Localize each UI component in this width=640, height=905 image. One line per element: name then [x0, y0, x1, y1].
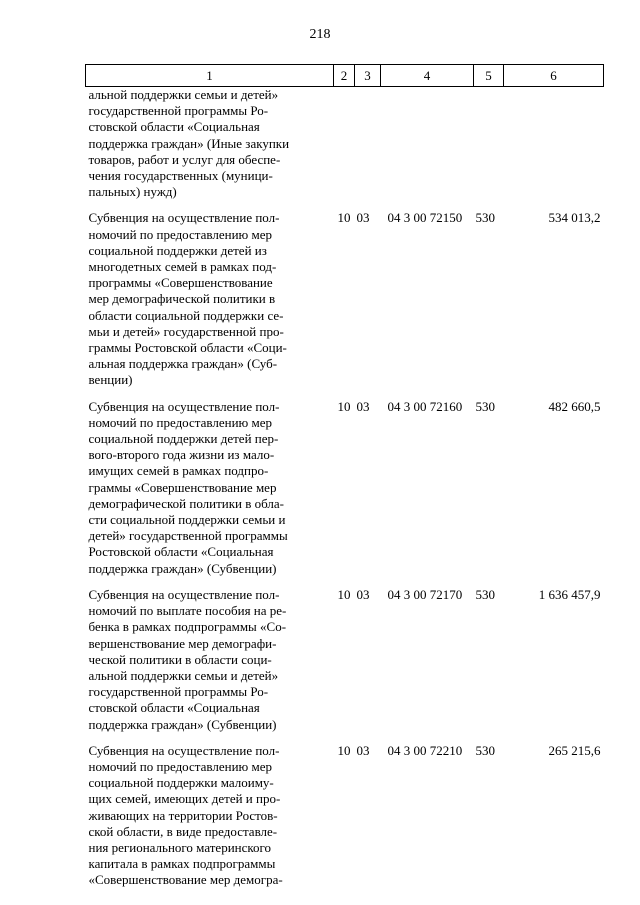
- row-subsection: 03: [356, 742, 370, 758]
- row-subsection: [355, 87, 381, 211]
- description-line: номочий по предоставлению мер: [88, 758, 272, 774]
- description-line: ния регионального материнского: [88, 839, 272, 855]
- row-section: 10: [337, 210, 351, 226]
- row-subsection: 03: [356, 398, 370, 414]
- row-target-code: 04 3 00 72170: [387, 586, 463, 602]
- description-line: граммы Ростовской области «Соци-: [88, 340, 287, 356]
- row-expense-type: [474, 87, 504, 211]
- description-line: государственной программы Ро-: [88, 684, 269, 700]
- description-line: альной поддержки семьи и детей»: [88, 667, 279, 683]
- row-target-code: 04 3 00 72150: [387, 210, 463, 226]
- row-description: [86, 587, 334, 743]
- description-line: детей» государственной программы: [88, 528, 288, 544]
- description-line: поддержка граждан» (Иные закупки: [88, 135, 290, 151]
- description-line: венции): [88, 372, 133, 388]
- description-line: программы «Совершенствование: [88, 275, 273, 291]
- row-section: 10: [337, 586, 351, 602]
- description-line: вого-второго года жизни из мало-: [88, 447, 275, 463]
- description-line: социальной поддержки детей пер-: [88, 431, 279, 447]
- row-description: [86, 743, 334, 899]
- row-amount: 482 660,5: [548, 398, 601, 414]
- row-description: [86, 399, 334, 587]
- row-section: 10: [337, 742, 351, 758]
- row-amount: 534 013,2: [548, 210, 601, 226]
- table-body: [86, 87, 604, 899]
- row-description: [86, 87, 334, 211]
- description-line: Субвенция на осуществление пол-: [88, 586, 280, 602]
- description-line: социальной поддержки детей из: [88, 242, 267, 258]
- description-line: Субвенция на осуществление пол-: [88, 398, 280, 414]
- description-line: поддержка граждан» (Субвенции): [88, 560, 277, 576]
- description-line: стовской области «Социальная: [88, 119, 260, 135]
- description-line: альной поддержки семьи и детей»: [88, 87, 279, 102]
- description-line: сти социальной поддержки семьи и: [88, 512, 286, 528]
- page-number: 218: [309, 27, 331, 42]
- row-amount: 265 215,6: [548, 742, 601, 758]
- column-header-1: 1: [86, 65, 334, 87]
- description-line: мьи и детей» государственной про-: [88, 323, 284, 339]
- description-line: социальной поддержки малоиму-: [88, 775, 274, 791]
- description-line: поддержка граждан» (Субвенции): [88, 716, 277, 732]
- description-line: Субвенция на осуществление пол-: [88, 210, 280, 226]
- row-expense-type: 530: [475, 398, 495, 414]
- description-line: живающих на территории Ростов-: [88, 807, 278, 823]
- table-row: [86, 210, 604, 398]
- row-target-code: 04 3 00 72160: [387, 398, 463, 414]
- description-line: капитала в рамках подпрограммы: [88, 856, 276, 872]
- description-line: альная поддержка граждан» (Суб-: [88, 356, 278, 372]
- column-header-2: 2: [334, 65, 355, 87]
- description-line: номочий по выплате пособия на ре-: [88, 603, 287, 619]
- description-line: демографической политики в обла-: [88, 495, 285, 511]
- description-line: «Совершенствование мер демогра-: [88, 872, 283, 888]
- description-line: номочий по предоставлению мер: [88, 414, 272, 430]
- description-line: области социальной поддержки се-: [88, 307, 284, 323]
- description-line: мер демографической политики в: [88, 291, 276, 307]
- description-line: Ростовской области «Социальная: [88, 544, 274, 560]
- column-header-4: 4: [381, 65, 474, 87]
- row-description: [86, 210, 334, 398]
- column-header-5: 5: [474, 65, 504, 87]
- description-line: граммы «Совершенствование мер: [88, 479, 277, 495]
- column-header-3: 3: [355, 65, 381, 87]
- description-line: многодетных семей в рамках под-: [88, 259, 277, 275]
- budget-table: [85, 64, 604, 899]
- table-row: [86, 743, 604, 899]
- row-target-code: [381, 87, 474, 211]
- description-line: ской области, в виде предоставле-: [88, 823, 278, 839]
- description-line: Субвенция на осуществление пол-: [88, 742, 280, 758]
- row-subsection: 03: [356, 210, 370, 226]
- description-line: стовской области «Социальная: [88, 700, 260, 716]
- row-expense-type: 530: [475, 742, 495, 758]
- row-expense-type: 530: [475, 210, 495, 226]
- row-target-code: 04 3 00 72210: [387, 742, 463, 758]
- description-line: пальных) нужд): [88, 184, 177, 200]
- column-header-6: 6: [504, 65, 604, 87]
- row-amount: [504, 87, 604, 211]
- description-line: товаров, работ и услуг для обеспе-: [88, 151, 281, 167]
- header-row: [86, 65, 604, 87]
- description-line: бенка в рамках подпрограммы «Со-: [88, 619, 287, 635]
- row-expense-type: 530: [475, 586, 495, 602]
- row-amount: 1 636 457,9: [538, 586, 601, 602]
- table-row: [86, 587, 604, 743]
- row-section: [334, 87, 355, 211]
- table-row: [86, 399, 604, 587]
- row-section: 10: [337, 398, 351, 414]
- description-line: чения государственных (муници-: [88, 168, 273, 184]
- description-line: ческой политики в области соци-: [88, 651, 272, 667]
- description-line: имущих семей в рамках подпро-: [88, 463, 269, 479]
- description-line: номочий по предоставлению мер: [88, 226, 272, 242]
- description-line: государственной программы Ро-: [88, 103, 269, 119]
- table-row: [86, 87, 604, 211]
- description-line: вершенствование мер демографи-: [88, 635, 277, 651]
- description-line: щих семей, имеющих детей и про-: [88, 791, 281, 807]
- row-subsection: 03: [356, 586, 370, 602]
- table-header: [86, 65, 604, 87]
